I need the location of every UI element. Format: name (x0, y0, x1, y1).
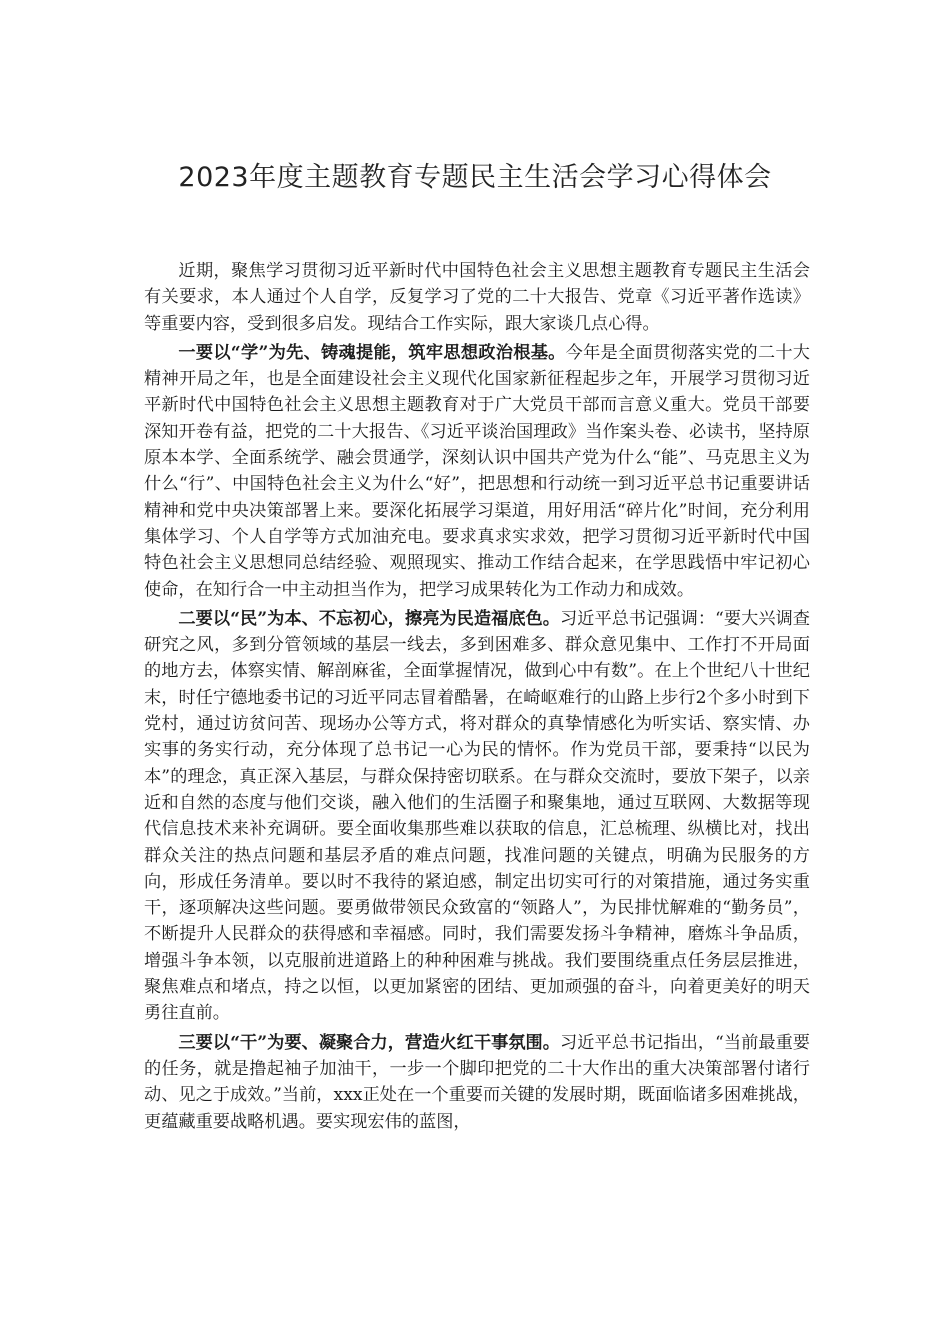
section-body-2: 习近平总书记强调：“要大兴调查研究之风，多到分管领域的基层一线去，多到困难多、群众意见集中、工作打不开局面的地方去，体察实情、解剖麻雀，全面掌握情况，做到心中有数”。在上个世纪八十世纪末，时任宁德地委书记的习近平同志冒着酷暑，在崎岖难行的山路上步行2个多小时到下党村，通过访贫问苦、现场办公等方式，将对群众的真挚情感化为听实话、察实情、办实事的务实行动，充分体现了总书记一心为民的情怀。作为党员干部，要秉持“以民为本”的理念，真正深入基层，与群众保持密切联系。在与群众交流时，要放下架子，以亲近和自然的态度与他们交谈，融入他们的生活圈子和聚集地，通过互联网、大数据等现代信息技术来补充调研。要全面收集那些难以获取的信息，汇总梳理、纵横比对，找出群众关注的热点问题和基层矛盾的难点问题，找准问题的关键点，明确为民服务的方向，形成任务清单。要以时不我待的紧迫感，制定出切实可行的对策措施，通过务实重干，逐项解决这些问题。要勇做带领民众致富的“领路人”，为民排忧解难的“勤务员”，不断提升人民群众的获得感和幸福感。同时，我们需要发扬斗争精神，磨炼斗争品质，增强斗争本领，以克服前进道路上的种种困难与挑战。我们要围绕重点任务层层推进，聚焦难点和堵点，持之以恒，以更加紧密的团结、更加顽强的奋斗，向着更美好的明天勇往直前。 (144, 608, 810, 1024)
section-paragraph-2 (144, 606, 810, 1027)
section-heading-3: 三要以“干”为要、凝聚合力，营造火红干事氛围。 (178, 1032, 561, 1053)
intro-paragraph: 近期，聚焦学习贯彻习近平新时代中国特色社会主义思想主题教育专题民主生活会有关要求，本人通过个人自学，反复学习了党的二十大报告、党章《习近平著作选读》等重要内容，受到很多启发。现结合工作实际，跟大家谈几点心得。 (144, 261, 810, 334)
section-heading-2: 二要以“民”为本、不忘初心，擦亮为民造福底色。 (178, 608, 561, 629)
section-paragraph-3 (144, 1030, 810, 1135)
section-paragraph-1 (144, 340, 810, 603)
section-heading-1: 一要以“学”为先、铸魂提能，筑牢思想政治根基。 (178, 342, 566, 363)
document-body (144, 258, 810, 1138)
section-body-3: 习近平总书记指出，“当前最重要的任务，就是撸起袖子加油干，一步一个脚印把党的二十大作出的重大决策部署付诸行动、见之于成效。”当前，xxx正处在一个重要而关键的发展时期，既面临诸多困难挑战，更蕴藏重要战略机遇。要实现宏伟的蓝图， (144, 1032, 810, 1132)
section-body-1: 今年是全面贯彻落实党的二十大精神开局之年，也是全面建设社会主义现代化国家新征程起步之年，开展学习贯彻习近平新时代中国特色社会主义思想主题教育对于广大党员干部而言意义重大。党员干部要深知开卷有益，把党的二十大报告、《习近平谈治国理政》当作案头卷、必读书，坚持原原本本学、全面系统学、融会贯通学，深刻认识中国共产党为什么“能”、马克思主义为什么“行”、中国特色社会主义为什么“好”，把思想和行动统一到习近平总书记重要讲话精神和党中央决策部署上来。要深化拓展学习渠道，用好用活“碎片化”时间，充分利用集体学习、个人自学等方式加油充电。要求真求实求效，把学习贯彻习近平新时代中国特色社会主义思想同总结经验、观照现实、推动工作结合起来，在学思践悟中牢记初心使命，在知行合一中主动担当作为，把学习成果转化为工作动力和成效。 (144, 342, 810, 600)
document-title: 2023年度主题教育专题民主生活会学习心得体会 (178, 162, 772, 193)
